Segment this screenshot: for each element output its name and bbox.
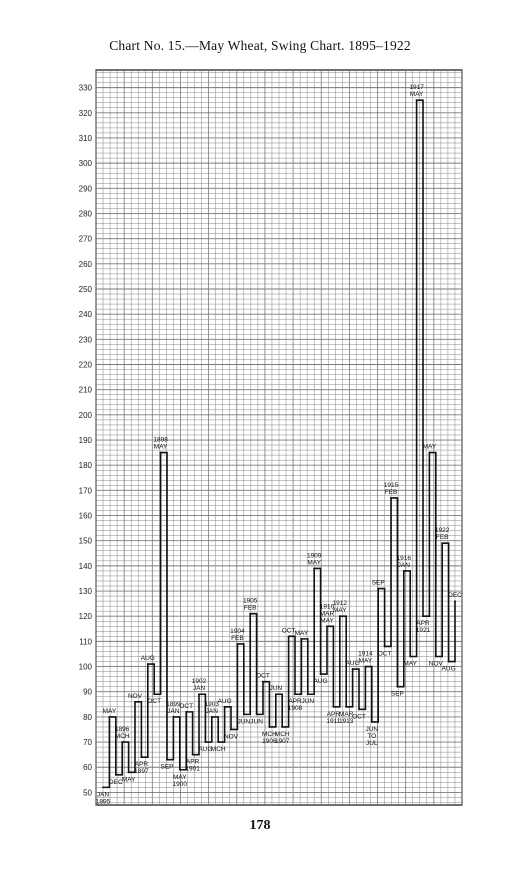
swing-annotation: JUN — [269, 685, 283, 693]
swing-annotation: 1902 — [191, 678, 207, 686]
swing-point — [281, 726, 283, 728]
swing-annotation: 1911 — [326, 717, 341, 725]
swing-point — [326, 625, 328, 627]
swing-annotation: 1915 — [383, 481, 399, 489]
y-axis — [79, 84, 93, 798]
swing-annotation: MAY — [409, 91, 424, 99]
swing-point — [237, 643, 239, 645]
swing-point — [134, 701, 136, 703]
y-tick-label: 210 — [78, 385, 92, 395]
swing-annotation: JUN — [237, 718, 251, 726]
swing-point — [365, 666, 367, 668]
swing-point — [256, 713, 258, 715]
swing-annotation: OCT — [256, 672, 270, 680]
swing-annotation: FEB — [384, 488, 398, 496]
swing-annotation: JAN — [167, 707, 180, 715]
swing-annotation: FEB — [231, 634, 244, 642]
swing-point — [345, 706, 347, 708]
swing-annotation: MCH — [210, 746, 226, 754]
swing-annotation: 1897 — [134, 768, 149, 776]
swing-annotation: DEC — [448, 592, 462, 600]
swing-annotation: 1913 — [338, 717, 354, 725]
swing-point — [109, 716, 111, 718]
swing-annotation: MAY — [102, 707, 117, 715]
swing-annotation: MAY — [320, 617, 334, 625]
swing-annotation: 1916 — [396, 554, 412, 562]
swing-annotation: MAY — [172, 773, 187, 781]
swing-annotation: JAN — [205, 707, 218, 715]
swing-annotation: FEB — [435, 534, 449, 542]
swing-annotation: NOV — [223, 733, 239, 741]
y-tick-label: 310 — [78, 133, 92, 143]
swing-point — [205, 741, 207, 743]
y-tick-label: 130 — [78, 587, 92, 597]
swing-point — [307, 693, 309, 695]
swing-point — [390, 497, 392, 499]
y-tick-label: 220 — [78, 360, 92, 370]
y-tick-label: 120 — [78, 612, 92, 622]
y-tick-label: 280 — [78, 209, 92, 219]
y-tick-label: 330 — [78, 83, 92, 93]
swing-annotation: AUG — [217, 697, 232, 705]
swing-annotation: JAN — [96, 791, 110, 799]
swing-point — [128, 771, 130, 773]
swing-point — [179, 769, 181, 771]
swing-point — [243, 713, 245, 715]
swing-point — [160, 452, 162, 454]
swing-annotation: 1907 — [274, 737, 290, 745]
swing-annotation: AUG — [345, 660, 360, 668]
swing-annotation: 1922 — [434, 527, 450, 535]
y-tick-label: 50 — [83, 788, 92, 798]
swing-annotation: AUG — [198, 746, 213, 754]
swing-annotation: OCT — [147, 698, 162, 706]
page-number: 178 — [249, 818, 271, 833]
swing-point — [377, 588, 379, 590]
swing-annotation: AUG — [140, 655, 155, 663]
swing-annotation: 1910 — [319, 603, 335, 611]
swing-annotation: JUN — [301, 698, 315, 706]
swing-annotation: JUN — [365, 725, 379, 733]
swing-point — [121, 741, 123, 743]
swing-point — [358, 708, 360, 710]
y-tick-label: 180 — [78, 461, 92, 471]
swing-annotation: 1895 — [95, 798, 111, 806]
swing-annotation: 1903 — [204, 700, 220, 708]
y-tick-label: 260 — [78, 259, 92, 269]
y-tick-label: 320 — [78, 108, 92, 118]
swing-annotation: APR — [134, 761, 149, 769]
y-tick-label: 270 — [78, 234, 92, 244]
swing-point — [454, 600, 456, 602]
swing-point — [211, 716, 213, 718]
swing-point — [288, 635, 290, 637]
swing-point — [333, 706, 335, 708]
swing-point — [441, 542, 443, 544]
swing-annotation: OCT — [352, 713, 366, 721]
swing-point — [230, 729, 232, 731]
y-tick-label: 290 — [78, 184, 92, 194]
swing-annotation: MAY — [403, 660, 418, 668]
swing-annotation: APR — [288, 698, 302, 706]
swing-annotation: AUG — [441, 665, 456, 673]
swing-annotation: OCT — [179, 702, 194, 710]
y-tick-label: 100 — [78, 662, 92, 672]
swing-point — [422, 615, 424, 617]
y-tick-label: 160 — [78, 511, 92, 521]
y-tick-label: 110 — [79, 637, 92, 647]
swing-point — [192, 754, 194, 756]
swing-point — [448, 661, 450, 663]
y-tick-label: 60 — [83, 763, 92, 773]
swing-annotation: 1906 — [262, 737, 277, 745]
swing-annotation: TO — [367, 732, 377, 740]
y-tick-label: 300 — [78, 159, 92, 169]
swing-annotation: 1898 — [153, 436, 168, 444]
swing-annotation: APR — [185, 758, 200, 766]
y-tick-label: 240 — [78, 310, 92, 320]
swing-annotation: MAY — [153, 443, 168, 451]
y-tick-label: 200 — [78, 410, 92, 420]
y-tick-label: 90 — [83, 687, 92, 697]
swing-annotation: 1901 — [185, 765, 200, 773]
swing-annotation: 1909 — [306, 552, 322, 560]
swing-point — [352, 668, 354, 670]
y-tick-label: 190 — [78, 436, 92, 446]
swing-point — [320, 673, 322, 675]
swing-annotation: 1914 — [358, 650, 373, 658]
swing-point — [384, 646, 386, 648]
swing-annotation: 1899 — [166, 700, 181, 708]
swing-point — [371, 721, 373, 723]
swing-point — [166, 759, 168, 761]
swing-annotation: MAY — [332, 607, 347, 615]
swing-point — [198, 693, 200, 695]
swing-annotation: 1912 — [332, 600, 348, 608]
swing-point — [294, 693, 296, 695]
swing-point — [249, 613, 251, 615]
swing-annotation: MAY — [121, 776, 136, 784]
chart-title: Chart No. 15.—May Wheat, Swing Chart. 1895–1922 — [109, 38, 411, 53]
swing-point — [409, 656, 411, 658]
swing-annotation: DEC — [108, 778, 123, 786]
swing-annotation: 1917 — [409, 84, 424, 92]
y-tick-label: 150 — [78, 536, 92, 546]
swing-annotation: SEP — [160, 763, 174, 771]
swing-annotation: OCT — [377, 650, 392, 658]
swing-annotation: FEB — [243, 604, 257, 612]
swing-annotation: JAN — [397, 561, 410, 569]
swing-point — [416, 99, 418, 101]
swing-annotation: 1900 — [172, 780, 188, 788]
swing-annotation: JUN — [250, 718, 263, 726]
swing-annotation: 1905 — [242, 597, 258, 605]
swing-point — [301, 638, 303, 640]
swing-point — [275, 693, 277, 695]
y-tick-label: 170 — [78, 486, 92, 496]
swing-annotation: MCH — [274, 730, 290, 738]
swing-point — [141, 756, 143, 758]
swing-annotation: JUL — [366, 739, 378, 747]
swing-annotation: MCH — [261, 730, 277, 738]
swing-annotation: AUG — [313, 678, 328, 686]
swing-point — [435, 656, 437, 658]
swing-annotation: 1908 — [287, 705, 303, 713]
swing-point — [153, 693, 155, 695]
swing-annotation: MAY — [294, 629, 309, 637]
swing-annotation: APR — [326, 710, 341, 718]
swing-point — [397, 686, 399, 688]
swing-annotation: 1896 — [114, 726, 130, 734]
y-tick-label: 250 — [78, 284, 92, 294]
swing-annotation: OCT — [281, 627, 296, 635]
swing-annotation: SEP — [371, 579, 385, 587]
y-tick-label: 70 — [83, 738, 92, 748]
swing-point — [173, 716, 175, 718]
swing-annotation: MAY — [422, 443, 437, 451]
swing-point — [102, 786, 104, 788]
swing-point — [217, 741, 219, 743]
swing-point — [429, 452, 431, 454]
y-tick-label: 140 — [78, 561, 92, 571]
swing-point — [224, 706, 226, 708]
swing-annotation: 1921 — [415, 627, 431, 635]
swing-point — [313, 567, 315, 569]
swing-annotation: APR — [416, 620, 430, 628]
swing-annotation: MCH — [114, 733, 130, 741]
swing-annotation: NOV — [428, 660, 443, 668]
swing-annotation: JAN — [192, 685, 206, 693]
swing-annotation: NOV — [127, 692, 143, 700]
swing-point — [147, 663, 149, 665]
swing-annotation: MAY — [358, 657, 373, 665]
y-tick-label: 80 — [83, 712, 92, 722]
swing-annotation: 1904 — [230, 627, 245, 635]
swing-annotation: MAR — [319, 610, 335, 618]
y-tick-label: 230 — [78, 335, 92, 345]
swing-point — [115, 774, 117, 776]
swing-annotation: SEP — [390, 690, 404, 698]
swing-annotation: MAR — [338, 710, 354, 718]
swing-annotation: MAY — [307, 559, 322, 567]
swing-point — [185, 711, 187, 713]
swing-point — [262, 681, 264, 683]
swing-point — [339, 615, 341, 617]
swing-point — [269, 726, 271, 728]
swing-point — [403, 570, 405, 572]
